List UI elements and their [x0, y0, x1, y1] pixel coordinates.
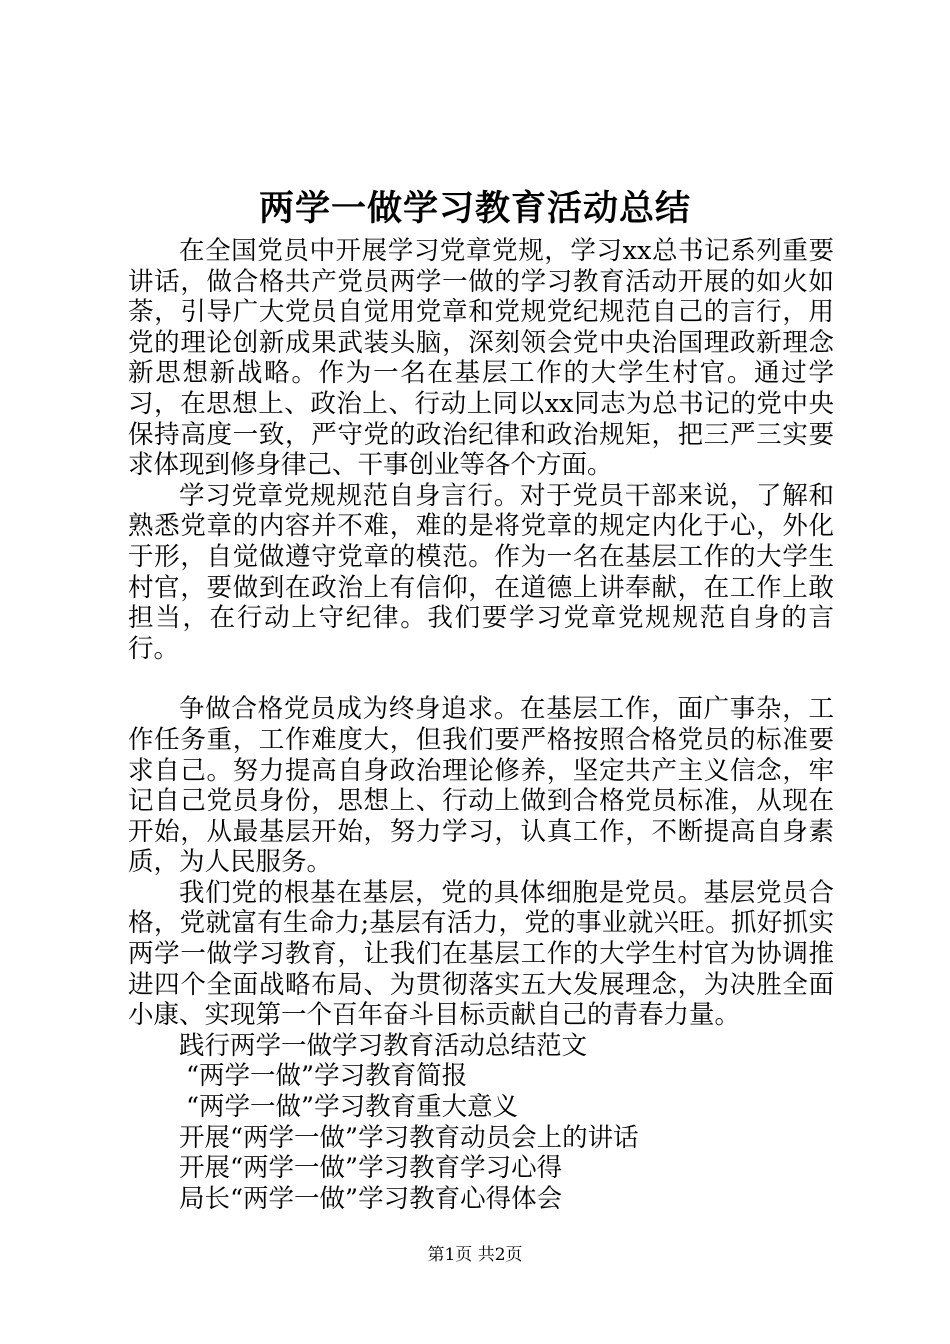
related-article-link[interactable]: 局长“两学一做”学习教育心得体会: [179, 1183, 563, 1214]
paragraph-qualified-member: 争做合格党员成为终身追求。在基层工作，面广事杂，工作任务重，工作难度大，但我们要严格按照合格党员的标准要求自己。努力提高自身政治理论修养，坚定共产主义信念，牢记自己党员身份，思想上、行动上做到合格党员标准，从现在开始，从最基层开始，努力学习，认真工作，不断提高自身素质，为人民服务。: [128, 694, 834, 878]
document-body: [128, 236, 834, 1214]
page-number-footer: 第1页 共2页: [427, 1245, 523, 1265]
related-articles-list: [128, 1031, 834, 1215]
paragraph-grassroots: 我们党的根基在基层，党的具体细胞是党员。基层党员合格，党就富有生命力;基层有活力，党的事业就兴旺。抓好抓实两学一做学习教育，让我们在基层工作的大学生村官为协调推进四个全面战略布局、为贯彻落实五大发展理念，为决胜全面小康、实现第一个百年奋斗目标贡献自己的青春力量。: [128, 877, 834, 1031]
paragraph-intro: 在全国党员中开展学习党章党规，学习xx总书记系列重要讲话，做合格共产党员两学一做的学习教育活动开展的如火如荼，引导广大党员自觉用党章和党规党纪规范自己的言行，用党的理论创新成果武装头脑，深刻领会党中央治国理政新理念新思想新战略。作为一名在基层工作的大学生村官。通过学习，在思想上、政治上、行动上同以xx同志为总书记的党中央保持高度一致，严守党的政治纪律和政治规矩，把三严三实要求体现到修身律己、干事创业等各个方面。: [128, 236, 834, 481]
related-article-link[interactable]: 开展“两学一做”学习教育学习心得: [179, 1153, 563, 1184]
document-title: 两学一做学习教育活动总结: [258, 188, 691, 229]
paragraph-party-rules: 学习党章党规规范自身言行。对于党员干部来说，了解和熟悉党章的内容并不难，难的是将党章的规定内化于心，外化于形，自觉做遵守党章的模范。作为一名在基层工作的大学生村官，要做到在政治上有信仰，在道德上讲奉献，在工作上敢担当，在行动上守纪律。我们要学习党章党规规范自身的言行。: [128, 480, 834, 664]
related-article-link[interactable]: “两学一做”学习教育重大意义: [186, 1092, 519, 1123]
related-article-link[interactable]: 开展“两学一做”学习教育动员会上的讲话: [179, 1122, 639, 1153]
related-article-link[interactable]: “两学一做”学习教育简报: [186, 1061, 468, 1092]
related-article-link[interactable]: 践行两学一做学习教育活动总结范文: [179, 1030, 588, 1061]
